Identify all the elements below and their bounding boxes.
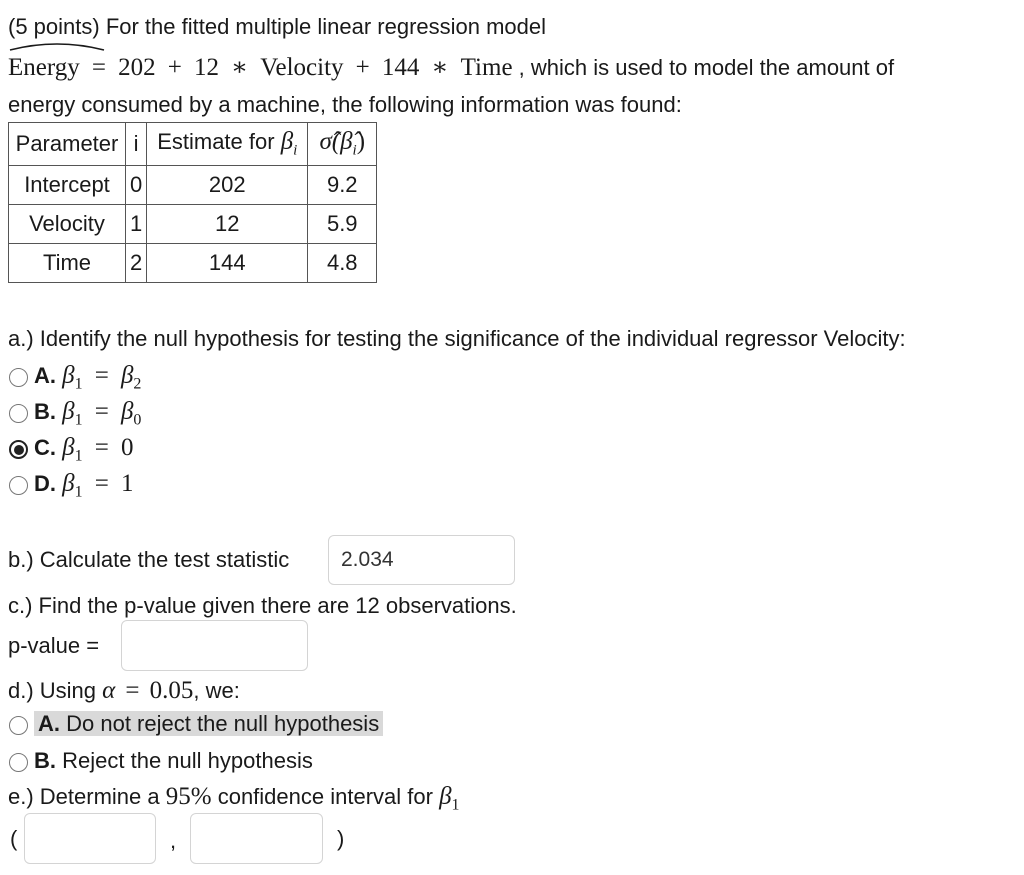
option-rhs-sub: 2 — [133, 375, 142, 393]
beta-symbol: β — [439, 783, 452, 810]
model-coef2: 144 — [381, 54, 420, 81]
plus-sign: + — [355, 54, 370, 81]
sigma-subscript: i — [352, 142, 357, 159]
radio-button[interactable] — [9, 368, 28, 387]
radio-button[interactable] — [9, 716, 28, 735]
option-letter: D. — [34, 471, 56, 496]
part-c-prompt: c.) Find the p-value given there are 12 observations. — [8, 593, 517, 618]
option-rhs: 1 — [120, 470, 134, 497]
times-sign: ∗ — [231, 54, 249, 81]
model-lhs: Energy — [8, 54, 80, 81]
part-a-option-a[interactable] — [9, 362, 141, 393]
option-eq: = — [94, 362, 109, 389]
option-rhs: β — [120, 362, 134, 389]
parameter-table — [8, 122, 377, 283]
radio-button[interactable] — [9, 753, 28, 772]
option-eq: = — [94, 470, 109, 497]
estimate-label: Estimate for — [157, 129, 275, 155]
beta-subscript: 1 — [451, 796, 460, 814]
part-d-prompt — [8, 677, 240, 705]
percent-value: 95% — [165, 783, 212, 810]
radio-button-selected[interactable] — [9, 440, 28, 459]
option-lhs: β — [62, 362, 75, 389]
option-lhs-sub: 1 — [74, 447, 83, 465]
cell-stderr: 5.9 — [308, 205, 377, 244]
cell-parameter: Time — [9, 244, 126, 283]
cell-estimate: 144 — [147, 244, 308, 283]
part-d-option-b[interactable] — [9, 748, 313, 774]
part-a-option-b[interactable] — [9, 398, 141, 429]
beta-subscript: i — [293, 142, 298, 159]
ci-upper-input[interactable] — [190, 813, 323, 864]
model-coef1: 12 — [193, 54, 219, 81]
part-e-prompt — [8, 783, 460, 814]
interval-open-paren: ( — [10, 826, 18, 851]
cell-stderr: 9.2 — [308, 166, 377, 205]
cell-index: 0 — [126, 166, 147, 205]
p-value-input[interactable] — [121, 620, 308, 671]
eq-sign: = — [91, 54, 106, 81]
part-b-prompt: b.) Calculate the test statistic — [8, 547, 290, 572]
question-header: (5 points) For the fitted multiple linear regression model — [8, 14, 547, 39]
ci-lower-input[interactable] — [24, 813, 156, 864]
intro-line2: energy consumed by a machine, the following information was found: — [8, 92, 682, 117]
part-a-option-d[interactable] — [9, 470, 133, 501]
option-text: Do not reject the null hypothesis — [66, 711, 380, 736]
p-value-label: p-value = — [8, 633, 100, 658]
option-lhs-sub: 1 — [74, 411, 83, 429]
alpha-eq: = — [125, 677, 140, 704]
option-lhs-sub: 1 — [74, 483, 83, 501]
model-var2: Time — [460, 54, 513, 81]
radio-button[interactable] — [9, 476, 28, 495]
model-intercept: 202 — [118, 54, 156, 81]
interval-close-paren: ) — [337, 826, 345, 851]
cell-estimate: 12 — [147, 205, 308, 244]
option-letter: A. — [34, 363, 56, 388]
col-stderr — [308, 123, 377, 166]
cell-estimate: 202 — [147, 166, 308, 205]
option-eq: = — [94, 398, 109, 425]
option-rhs-sub: 0 — [133, 411, 142, 429]
cell-parameter: Intercept — [9, 166, 126, 205]
wide-hat-icon — [8, 40, 106, 52]
option-rhs: β — [120, 398, 134, 425]
part-e-prompt-pre: e.) Determine a — [8, 784, 160, 809]
option-highlight — [34, 711, 383, 736]
energy-hat — [8, 54, 80, 82]
part-a-prompt: a.) Identify the null hypothesis for testing the significance of the individual regressor Velocity: — [8, 326, 906, 351]
table-header-row — [9, 123, 377, 166]
option-letter: B. — [34, 748, 56, 773]
alpha-value: 0.05 — [149, 677, 194, 704]
sigma-hat-symbol: σ̂(β̂ — [319, 128, 353, 156]
option-rhs: 0 — [120, 434, 134, 461]
option-letter: C. — [34, 435, 56, 460]
option-text: Reject the null hypothesis — [62, 748, 313, 773]
cell-stderr: 4.8 — [308, 244, 377, 283]
option-lhs: β — [62, 434, 75, 461]
option-lhs-sub: 1 — [74, 375, 83, 393]
close-paren: ) — [356, 128, 366, 156]
option-letter: A. — [38, 711, 60, 736]
part-d-prompt-post: , we: — [193, 678, 240, 703]
cell-index: 1 — [126, 205, 147, 244]
interval-comma: , — [170, 828, 177, 853]
test-statistic-input[interactable] — [328, 535, 515, 585]
alpha-symbol: α — [102, 677, 116, 704]
model-equation — [8, 52, 894, 82]
part-d-option-a[interactable] — [9, 711, 383, 737]
part-a-option-c[interactable] — [9, 434, 133, 465]
option-eq: = — [94, 434, 109, 461]
col-estimate — [147, 123, 308, 166]
option-lhs: β — [62, 470, 75, 497]
beta-symbol: β — [280, 128, 294, 156]
table-row — [9, 166, 377, 205]
times-sign: ∗ — [431, 54, 449, 81]
col-index: i — [126, 123, 147, 166]
table-row — [9, 205, 377, 244]
plus-sign: + — [167, 54, 182, 81]
radio-button[interactable] — [9, 404, 28, 423]
option-letter: B. — [34, 399, 56, 424]
cell-parameter: Velocity — [9, 205, 126, 244]
table-row — [9, 244, 377, 283]
model-var1: Velocity — [260, 54, 344, 81]
col-parameter: Parameter — [9, 123, 126, 166]
intro-rest: , which is used to model the amount of — [518, 55, 895, 80]
part-e-prompt-mid: confidence interval for — [217, 784, 433, 809]
option-lhs: β — [62, 398, 75, 425]
cell-index: 2 — [126, 244, 147, 283]
part-d-prompt-pre: d.) Using — [8, 678, 97, 703]
